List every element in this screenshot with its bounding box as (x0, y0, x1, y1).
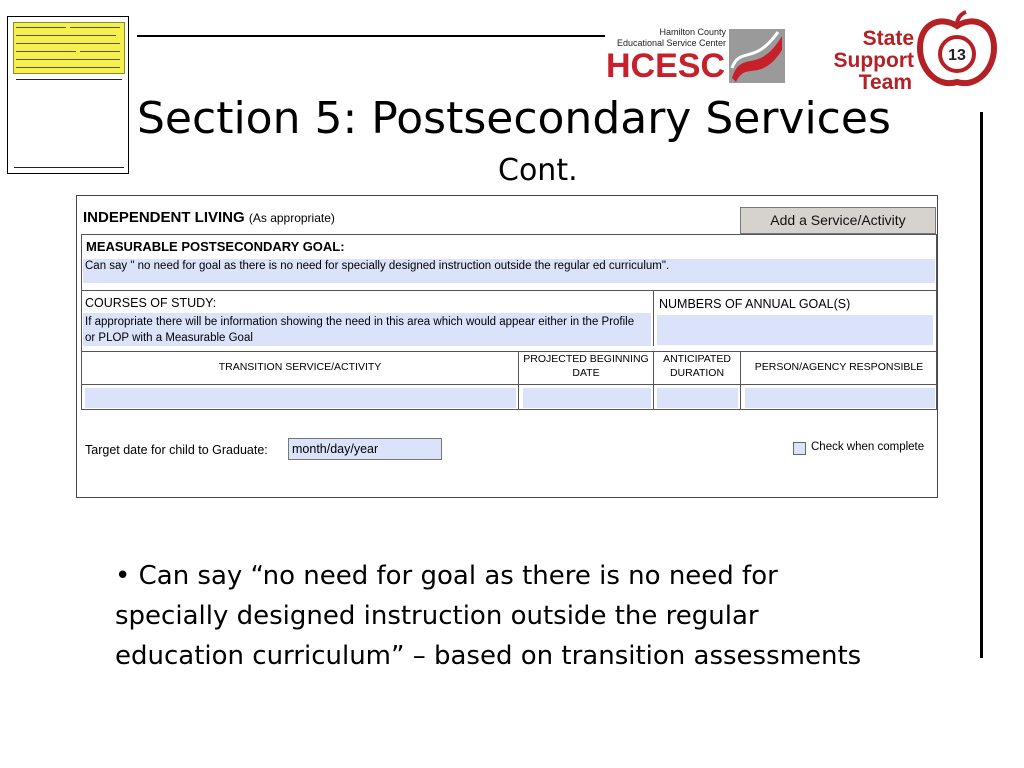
hcesc-tagline (604, 27, 726, 49)
bullet-text: • Can say “no need for goal as there is no need for specially designed instruction outside the regular education curriculum” – based on transition assessments (115, 561, 862, 671)
duration-field[interactable] (657, 388, 738, 408)
thumb-line (16, 27, 66, 28)
thumb-line (80, 51, 120, 52)
col-duration-header: ANTICIPATED DURATION (663, 353, 731, 379)
sst-line-1: State Support (833, 27, 914, 72)
complete-checkbox[interactable] (793, 442, 806, 455)
service-field[interactable] (85, 388, 516, 408)
divider (81, 384, 937, 385)
independent-living-form (76, 195, 938, 498)
sst-number: 13 (948, 47, 966, 64)
thumb-line (70, 27, 120, 28)
courses-text: If appropriate there will be information showing the need in this area which would appear either in the Profile or PLOP with a Measurable Goal (85, 316, 635, 344)
goal-text: Can say " no need for goal as there is no need for specially designed instruction outside the regular ed curriculum". (85, 260, 670, 272)
hcesc-swoosh-icon (728, 28, 786, 84)
goal-label: MEASURABLE POSTSECONDARY GOAL: (86, 239, 345, 254)
divider (81, 290, 937, 291)
courses-label: COURSES OF STUDY: (85, 296, 217, 310)
thumb-line (16, 51, 76, 52)
col-service-header: TRANSITION SERVICE/ACTIVITY (218, 361, 382, 373)
target-date-label: Target date for child to Graduate: (85, 443, 268, 457)
add-service-button[interactable]: Add a Service/Activity (740, 207, 936, 234)
divider (81, 351, 937, 352)
top-rule (137, 35, 605, 37)
form-heading (83, 209, 335, 226)
thumb-line (16, 59, 120, 60)
divider (653, 290, 654, 346)
complete-checkbox-label: Check when complete (811, 441, 925, 453)
thumb-line (16, 43, 120, 44)
iep-page-thumbnail (7, 16, 129, 174)
slide-title: Section 5: Postsecondary Services (137, 93, 891, 144)
right-rule (980, 112, 983, 658)
numbers-label: NUMBERS OF ANNUAL GOAL(S) (659, 297, 851, 311)
hcesc-line-2: Educational Service Center (616, 38, 726, 48)
hcesc-line-1: Hamilton County (659, 27, 726, 37)
form-heading-note: (As appropriate) (248, 211, 335, 225)
thumb-line (16, 35, 116, 36)
hcesc-logo-text: HCESC (606, 47, 726, 85)
numbers-field[interactable] (657, 315, 933, 345)
thumb-line (14, 167, 124, 168)
thumb-line (16, 67, 120, 68)
begin-date-field[interactable] (523, 388, 651, 408)
apple-logo-icon (914, 10, 1000, 90)
form-heading-text: INDEPENDENT LIVING (83, 209, 245, 226)
slide-subtitle: Cont. (498, 153, 578, 188)
thumb-line (16, 79, 122, 80)
sst-logo-text (788, 28, 914, 94)
col-person-header: PERSON/AGENCY RESPONSIBLE (754, 361, 924, 373)
target-date-input[interactable]: month/day/year (288, 438, 442, 460)
person-field[interactable] (745, 388, 935, 408)
col-begin-header: PROJECTED BEGINNING DATE (523, 353, 649, 379)
sst-line-2: Team (858, 71, 912, 94)
